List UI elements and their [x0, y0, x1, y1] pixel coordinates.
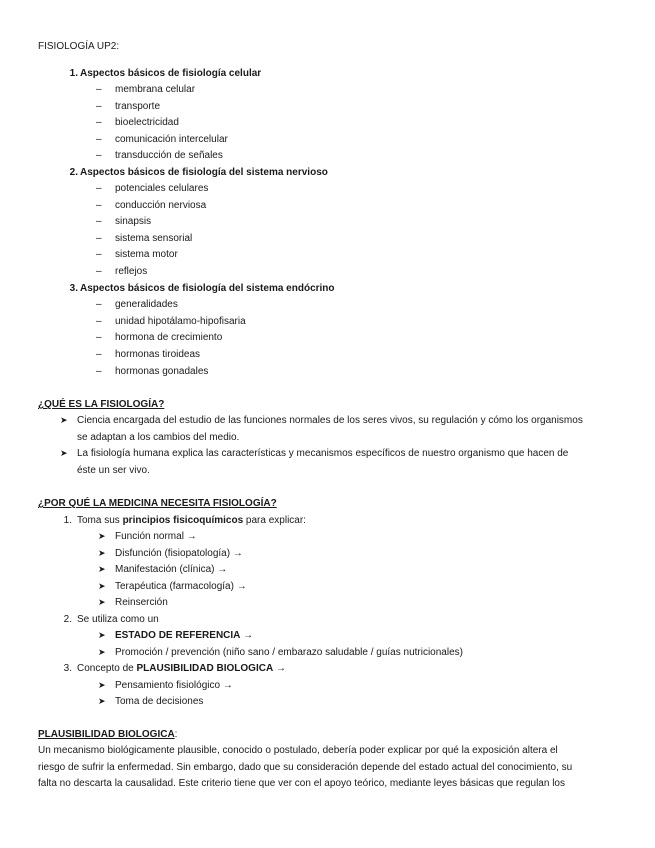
dash-bullet: –	[96, 249, 102, 260]
dash-bullet: –	[96, 183, 102, 194]
item-number: 1.	[63, 515, 72, 526]
dash-bullet: –	[96, 200, 102, 211]
arrow-bullet-icon: ➤	[98, 680, 106, 690]
dash-bullet: –	[96, 117, 102, 128]
dash-bullet: –	[96, 216, 102, 227]
outline-heading: Aspectos básicos de fisiología del sistema endócrino	[80, 283, 335, 294]
dash-bullet: –	[96, 84, 102, 95]
arrow-bullet-icon: ➤	[98, 548, 106, 558]
arrow-bullet-icon: ➤	[60, 415, 68, 425]
paragraph-line: Un mecanismo biológicamente plausible, conocido o postulado, debería poder explicar por qué la exposición altera el	[38, 745, 558, 756]
arrow-bullet-icon: ➤	[98, 564, 106, 574]
dash-bullet: –	[96, 332, 102, 343]
dash-bullet: –	[96, 316, 102, 327]
dash-bullet: –	[96, 366, 102, 377]
section-heading-que-es: ¿QUÉ ES LA FISIOLOGÍA?	[38, 399, 165, 410]
section-heading-plausibilidad: PLAUSIBILIDAD BIOLOGICA:	[38, 729, 178, 740]
dash-bullet: –	[96, 349, 102, 360]
arrow-bullet-icon: ➤	[98, 647, 106, 657]
item-number: 3.	[63, 663, 72, 674]
list-item-continuation: se adaptan a los cambios del medio.	[77, 432, 240, 443]
item-number: 2.	[63, 614, 72, 625]
dash-bullet: –	[96, 101, 102, 112]
arrow-bullet-icon: ➤	[98, 581, 106, 591]
dash-bullet: –	[96, 266, 102, 277]
outline-heading: Aspectos básicos de fisiología del sistema nervioso	[80, 167, 328, 178]
dash-bullet: –	[96, 233, 102, 244]
paragraph-line: riesgo de sufrir la enfermedad. Sin embargo, dado que su consideración depende del estado actual del conocimiento, su	[38, 762, 573, 773]
dash-bullet: –	[96, 150, 102, 161]
outline-heading: Aspectos básicos de fisiología celular	[80, 68, 262, 79]
list-item-continuation: éste un ser vivo.	[77, 465, 150, 476]
document-title: FISIOLOGÍA UP2:	[38, 41, 120, 52]
document-page: FISIOLOGÍA UP2: 1. Aspectos básicos de fisiología celular – membrana celular – transporte – bioelectricidad – comunicación intercelular – transducción de señales 2. Aspectos básicos de fisiología del sistema nervioso – potenciales celulares – conducción nerviosa – sinapsis – sistema sensorial – sistema motor – reflejos 3. Aspectos básicos de fisiología del sistema endócrino – generalidades – unidad hipotálamo-hipofisaria – hormona de crecimiento – hormonas tiroideas – hormonas gonadales ¿QUÉ ES LA FISIOLOGÍA? ➤ Ciencia encargada del estudio de las funciones normales de los seres vivos, su regulación y cómo los organismos se adaptan a los cambios del medio. ➤ La fisiología humana explica las características y mecanismos específicos de nuestro organismo que hacen de éste un ser vivo. ¿POR QUÉ LA MEDICINA NECESITA FISIOLOGÍA? 1. Toma sus principios fisicoquímicos para explicar: ➤ Función normal → ➤ Disfunción (fisiopatología) → ➤ Manifestación (clínica) → ➤ Terapéutica (farmacología) → ➤ Reinserción 2. Se utiliza como un ➤ ESTADO DE REFERENCIA → ➤ Promoción / prevención (niño sano / embarazo saludable / guías nutricionales) 3. Concepto de PLAUSIBILIDAD BIOLOGICA → ➤ Pensamiento fisiológico → ➤ Toma de decisiones PLAUSIBILIDAD BIOLOGICA: Un mecanismo biológicamente plausible, conocido o postulado, debería poder explicar por qué la exposición altera el riesgo de sufrir la enfermedad. Sin embargo, dado que su consideración depende del estado actual del conocimiento, su falta no descarta la causalidad. Este criterio tiene que ver con el apoyo teórico, mediante leyes básicas que regulan los	[38, 41, 583, 789]
dash-bullet: –	[96, 299, 102, 310]
dash-bullet: –	[96, 134, 102, 145]
paragraph-line: falta no descarta la causalidad. Este criterio tiene que ver con el apoyo teórico, mediante leyes básicas que regulan los	[38, 778, 565, 789]
section-heading-por-que: ¿POR QUÉ LA MEDICINA NECESITA FISIOLOGÍA?	[38, 498, 277, 509]
arrow-bullet-icon: ➤	[98, 630, 106, 640]
outline-number: 2.	[69, 167, 78, 178]
outline-number: 1.	[69, 68, 78, 79]
arrow-bullet-icon: ➤	[98, 597, 106, 607]
arrow-bullet-icon: ➤	[98, 531, 106, 541]
arrow-bullet-icon: ➤	[98, 696, 106, 706]
arrow-bullet-icon: ➤	[60, 448, 68, 458]
outline-number: 3.	[69, 283, 78, 294]
